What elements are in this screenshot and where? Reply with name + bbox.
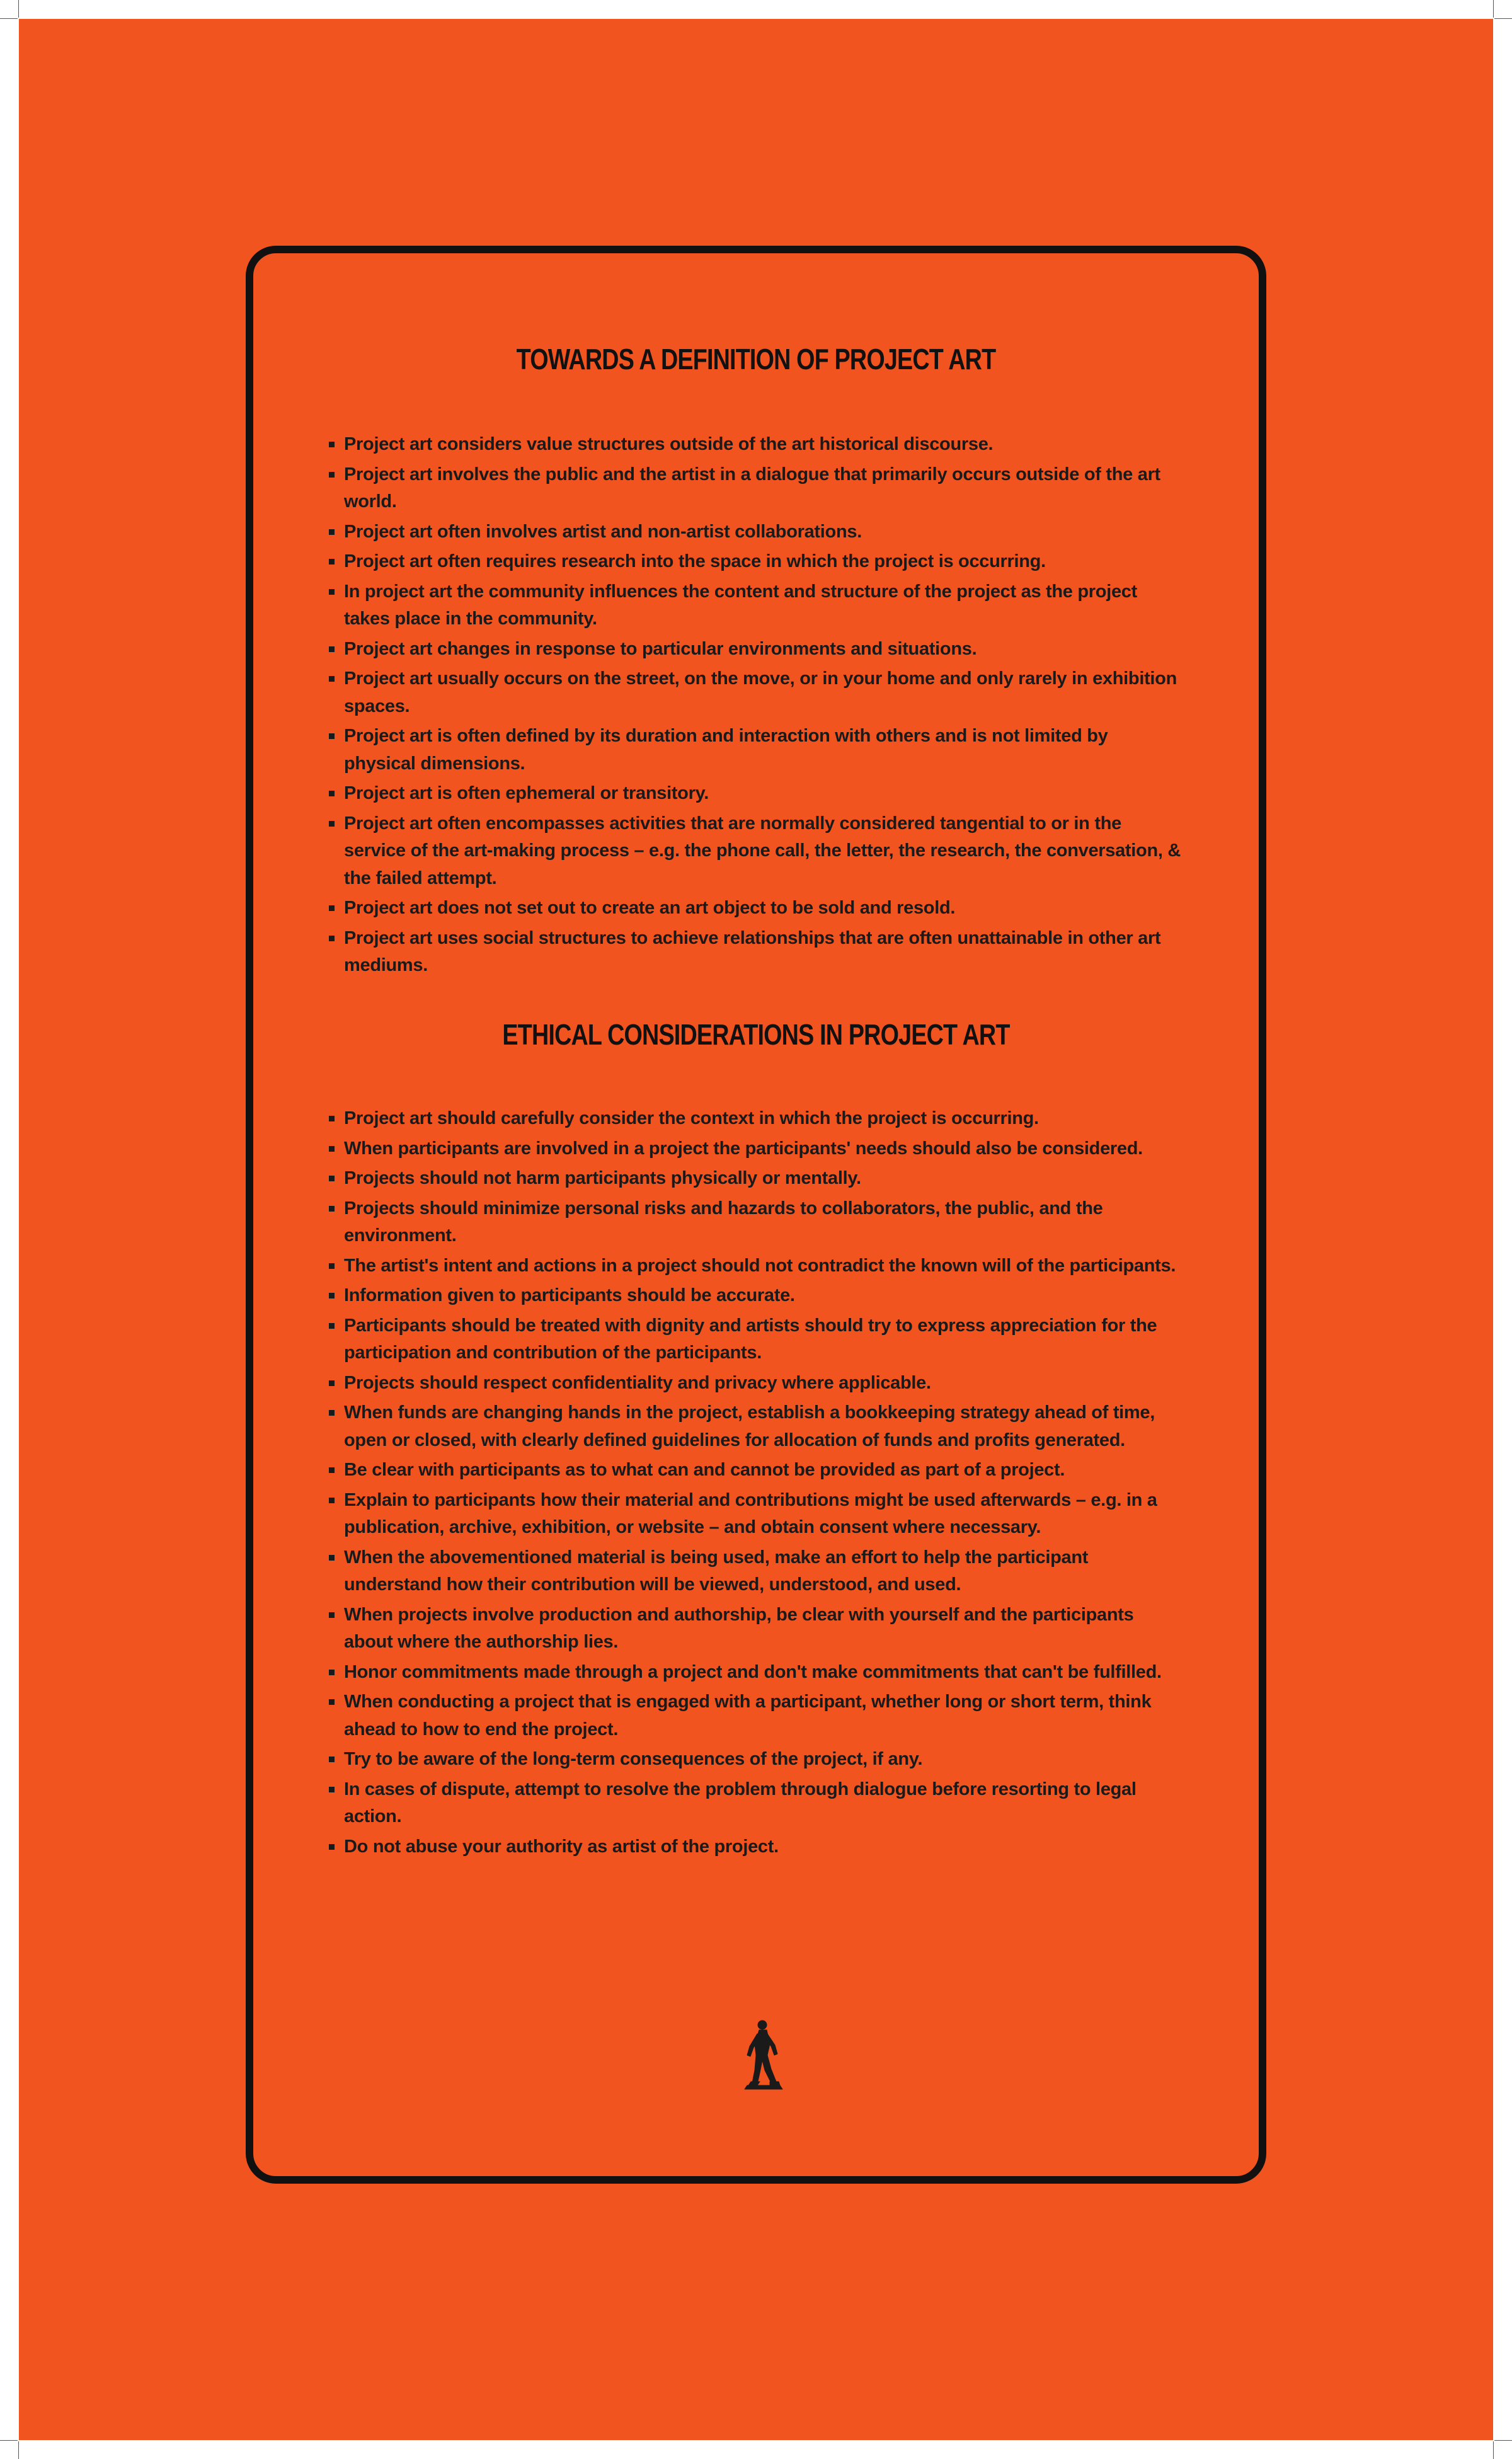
list-item: Project art uses social structures to achieve relationships that are often unattainable in other art mediums.	[329, 925, 1183, 980]
list-item: Projects should not harm participants physically or mentally.	[329, 1165, 1183, 1193]
list-item: The artist's intent and actions in a project should not contradict the known will of the participants.	[329, 1252, 1183, 1280]
list-item: Try to be aware of the long-term consequences of the project, if any.	[329, 1746, 1183, 1774]
crop-mark	[0, 18, 18, 19]
list-item: Do not abuse your authority as artist of the project.	[329, 1833, 1183, 1861]
list-item: Explain to participants how their material and contributions might be used afterwards – e.g. in a publication, archive, exhibition, or website – and obtain consent where necessary.	[329, 1487, 1183, 1542]
list-item: Project art is often ephemeral or transitory.	[329, 780, 1183, 808]
list-item: Project art usually occurs on the street, on the move, or in your home and only rarely in exhibition spaces.	[329, 665, 1183, 720]
list-item: Project art changes in response to particular environments and situations.	[329, 636, 1183, 663]
walking-figure-logo-icon	[738, 2016, 789, 2092]
poster-sheet	[19, 19, 1493, 2440]
list-item: When projects involve production and authorship, be clear with yourself and the participants about where the authorship lies.	[329, 1602, 1183, 1656]
list-item: Project art often involves artist and non-artist collaborations.	[329, 519, 1183, 546]
list-item: Project art should carefully consider the context in which the project is occurring.	[329, 1105, 1183, 1133]
list-item: When participants are involved in a project the participants' needs should also be considered.	[329, 1135, 1183, 1163]
crop-mark	[0, 2440, 18, 2441]
list-item: Be clear with participants as to what can and cannot be provided as part of a project.	[329, 1457, 1183, 1484]
list-item: Honor commitments made through a project and don't make commitments that can't be fulfilled.	[329, 1659, 1183, 1687]
list-item: Project art often requires research into the space in which the project is occurring.	[329, 548, 1183, 576]
list-item: Project art considers value structures outside of the art historical discourse.	[329, 431, 1183, 459]
list-item: Project art involves the public and the artist in a dialogue that primarily occurs outside of the art world.	[329, 461, 1183, 516]
list-item: When conducting a project that is engaged with a participant, whether long or short term, think ahead to how to end the project.	[329, 1688, 1183, 1743]
list-item: Projects should respect confidentiality and privacy where applicable.	[329, 1370, 1183, 1397]
list-item: In cases of dispute, attempt to resolve the problem through dialogue before resorting to legal action.	[329, 1776, 1183, 1831]
crop-mark	[18, 0, 19, 18]
crop-mark	[18, 2441, 19, 2459]
list-item: Project art does not set out to create an art object to be sold and resold.	[329, 895, 1183, 922]
crop-mark	[1493, 0, 1494, 18]
content-panel	[246, 246, 1266, 2184]
list-item: In project art the community influences the content and structure of the project as the project takes place in the community.	[329, 578, 1183, 633]
crop-mark	[1494, 18, 1512, 19]
list-item: When funds are changing hands in the project, establish a bookkeeping strategy ahead of time, open or closed, with clearly defined guidelines for allocation of funds and profits generated.	[329, 1399, 1183, 1454]
section-2-list	[329, 1105, 1183, 1863]
section-2-title: ETHICAL CONSIDERATIONS IN PROJECT ART	[502, 1018, 1010, 1051]
section-2-heading-wrap	[329, 1016, 1183, 1053]
section-1-title: TOWARDS A DEFINITION OF PROJECT ART	[516, 343, 996, 375]
list-item: Projects should minimize personal risks and hazards to collaborators, the public, and the environment.	[329, 1195, 1183, 1250]
section-1-heading-wrap	[329, 340, 1183, 378]
list-item: Project art often encompasses activities that are normally considered tangential to or in the service of the art-making process – e.g. the phone call, the letter, the research, the conversation, & the failed attempt.	[329, 810, 1183, 893]
list-item: Information given to participants should be accurate.	[329, 1282, 1183, 1310]
section-1-list	[329, 431, 1183, 982]
crop-mark	[1494, 2440, 1512, 2441]
list-item: Participants should be treated with dignity and artists should try to express appreciation for the participation and contribution of the participants.	[329, 1312, 1183, 1367]
list-item: Project art is often defined by its duration and interaction with others and is not limited by physical dimensions.	[329, 723, 1183, 777]
list-item: When the abovementioned material is being used, make an effort to help the participant understand how their contribution will be viewed, understood, and used.	[329, 1544, 1183, 1599]
crop-mark	[1493, 2441, 1494, 2459]
